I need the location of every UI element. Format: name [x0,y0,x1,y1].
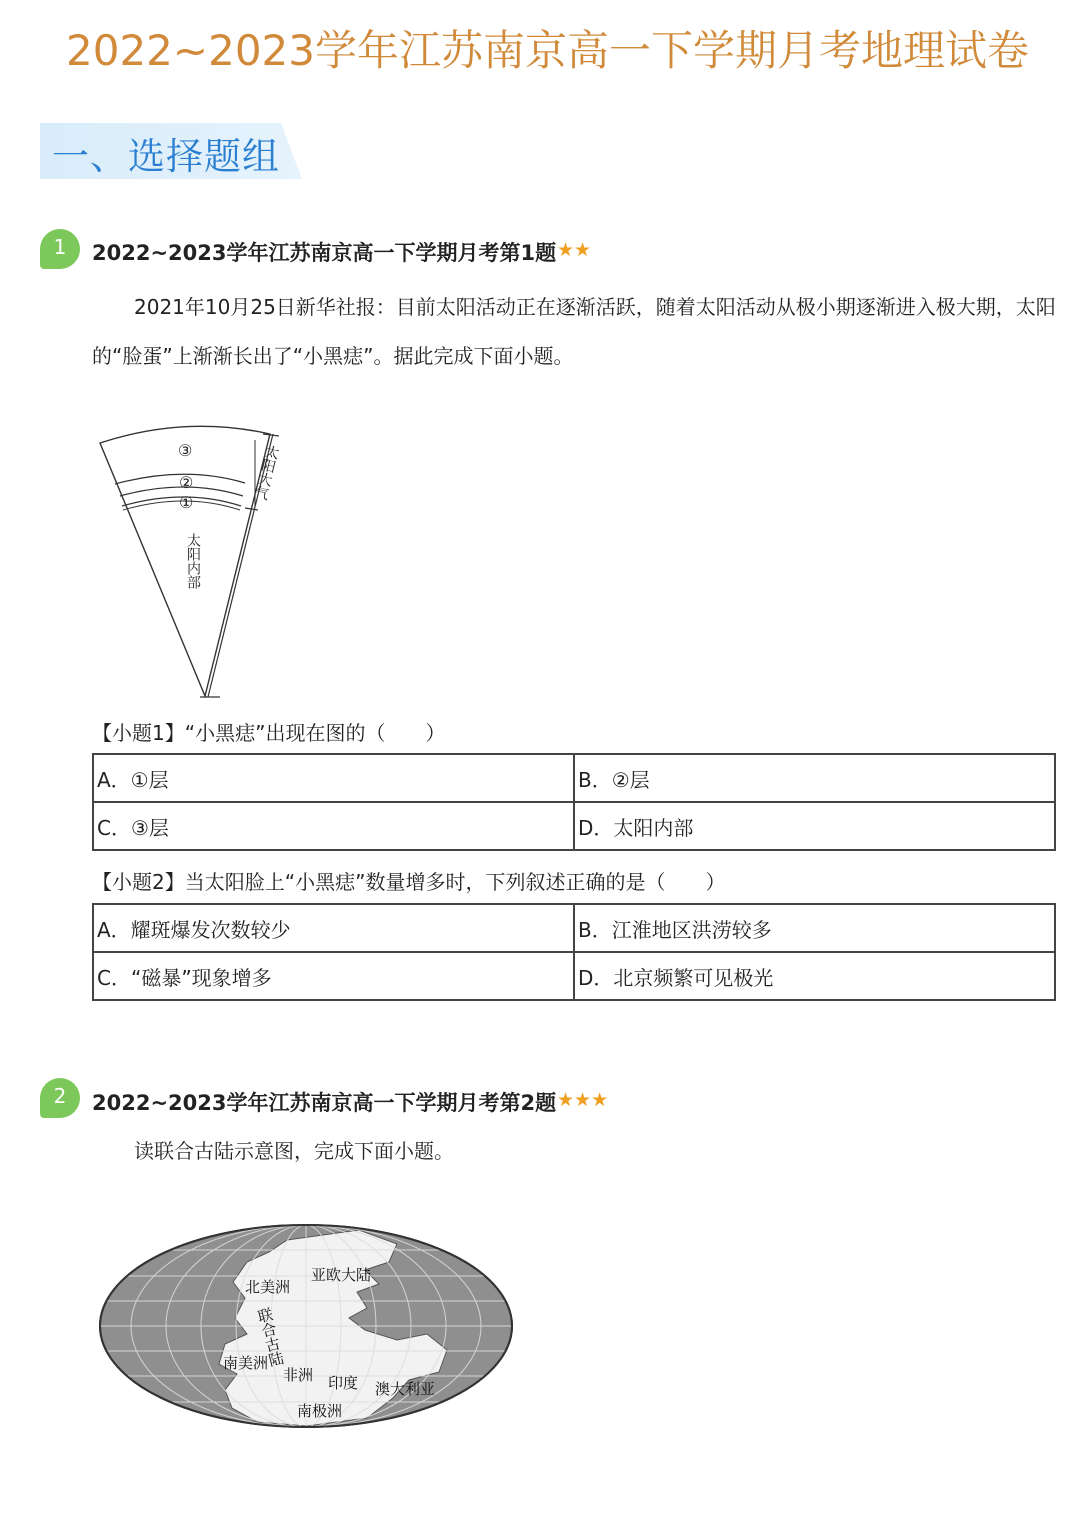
map-label-australia: 澳大利亚 [375,1380,436,1398]
sub-question-2: 【小题2】当太阳脸上“小黑痣”数量增多时，下列叙述正确的是（ ） [92,870,726,894]
option-a[interactable]: A．①层 [93,754,574,802]
figure-label-layer3: ③ [178,441,193,460]
sub-question-1: 【小题1】“小黑痣”出现在图的（ ） [92,721,446,745]
pangaea-map-figure [97,1222,515,1430]
page-title: 2022~2023学年江苏南京高一下学期月考地理试卷 [66,26,1029,75]
question-number-badge: 2 [40,1078,80,1118]
question-heading[interactable]: 2022~2023学年江苏南京高一下学期月考第1题 [92,241,557,265]
question-stem: 读联合古陆示意图，完成下面小题。 [134,1139,454,1163]
map-label-antarctica: 南极洲 [297,1402,343,1420]
question-heading[interactable]: 2022~2023学年江苏南京高一下学期月考第2题 [92,1091,557,1115]
figure-label-layer2: ② [179,473,194,492]
figure-label-interior: 太阳内部 [185,533,201,589]
figure-label-atmosphere: 太阳大气 [251,443,281,502]
option-d[interactable]: D．太阳内部 [574,802,1055,850]
options-table-1 [92,753,1056,851]
map-label-north-america: 北美洲 [245,1278,291,1296]
option-c[interactable]: C．“磁暴”现象增多 [93,952,574,1000]
difficulty-stars: ★★★ [557,1089,609,1111]
map-label-eurasia: 亚欧大陆 [311,1266,372,1284]
question-stem: 2021年10月25日新华社报：目前太阳活动正在逐渐活跃，随着太阳活动从极小期逐渐进入极大期，太阳的“脸蛋”上渐渐长出了“小黑痣”。据此完成下面小题。 [92,295,1056,368]
map-label-india: 印度 [328,1374,359,1392]
figure-label-layer1: ① [179,493,194,512]
option-b[interactable]: B．江淮地区洪涝较多 [574,904,1055,952]
sun-structure-figure [95,420,295,705]
map-label-pangaea: 联合古陆 [254,1305,287,1369]
difficulty-stars: ★★ [557,239,592,261]
options-table-2 [92,903,1056,1001]
map-label-africa: 非洲 [283,1366,314,1384]
map-label-south-america: 南美洲 [223,1354,269,1372]
option-b[interactable]: B．②层 [574,754,1055,802]
option-d[interactable]: D．北京频繁可见极光 [574,952,1055,1000]
section-title: 一、选择题组 [52,135,280,178]
option-c[interactable]: C．③层 [93,802,574,850]
question-number-badge: 1 [40,229,80,269]
option-a[interactable]: A．耀斑爆发次数较少 [93,904,574,952]
